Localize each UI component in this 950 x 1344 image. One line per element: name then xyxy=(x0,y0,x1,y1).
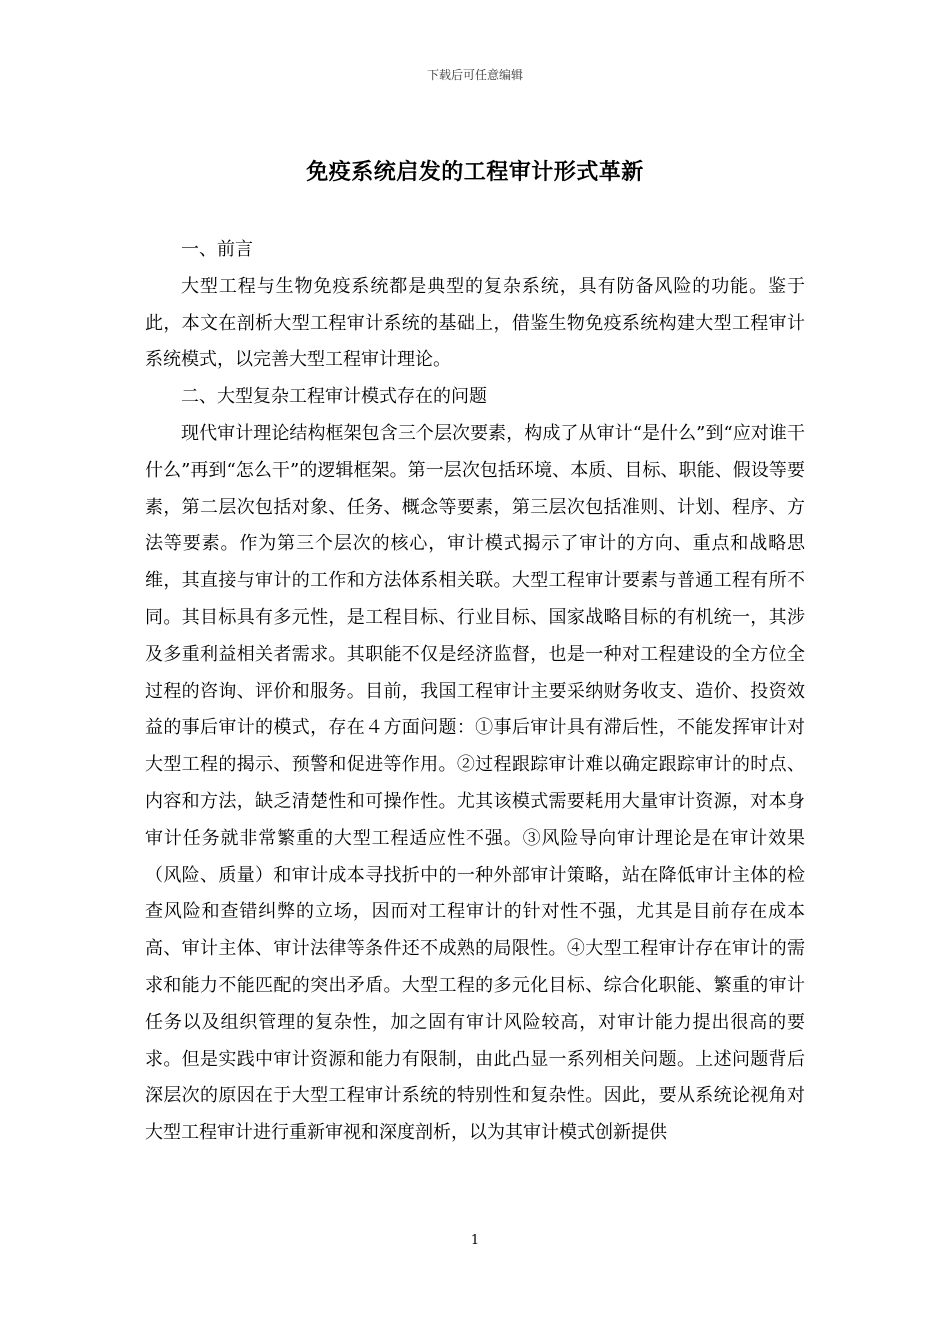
section-heading-intro: 一、前言 xyxy=(181,239,253,260)
paragraph-problems: 现代审计理论结构框架包含三个层次要素，构成了从审计“是什么”到“应对谁干什么”再到“怎么干”的逻辑框架。第一层次包括环境、本质、目标、职能、假设等要素，第二层次包括对象、任务、概念等要素，第三层次包括准则、计划、程序、方法等要素。作为第三个层次的核心，审计模式揭示了审计的方向、重点和战略思维，其直接与审计的工作和方法体系相关联。大型工程审计要素与普通工程有所不同。其目标具有多元性，是工程目标、行业目标、国家战略目标的有机统一，其涉及多重利益相关者需求。其职能不仅是经济监督，也是一种对工程建设的全方位全过程的咨询、评价和服务。目前，我国工程审计主要采纳财务收支、造价、投资效益的事后审计的模式，存在４方面问题：①事后审计具有滞后性，不能发挥审计对大型工程的揭示、预警和促进等作用。②过程跟踪审计难以确定跟踪审计的时点、内容和方法，缺乏清楚性和可操作性。尤其该模式需要耗用大量审计资源，对本身审计任务就非常繁重的大型工程适应性不强。③风险导向审计理论是在审计效果（风险、质量）和审计成本寻找折中的一种外部审计策略，站在降低审计主体的检查风险和查错纠弊的立场，因而对工程审计的针对性不强，尤其是目前存在成本高、审计主体、审计法律等条件还不成熟的局限性。④大型工程审计存在审计的需求和能力不能匹配的突出矛盾。大型工程的多元化目标、综合化职能、繁重的审计任务以及组织管理的复杂性，加之固有审计风险较高，对审计能力提出很高的要求。但是实践中审计资源和能力有限制，由此凸显一系列相关问题。上述问题背后深层次的原因在于大型工程审计系统的特别性和复杂性。因此，要从系统论视角对大型工程审计进行重新审视和深度剖析，以为其审计模式创新提供 xyxy=(145,422,805,1144)
paragraph-intro: 大型工程与生物免疫系统都是典型的复杂系统，具有防备风险的功能。鉴于此，本文在剖析大型工程审计系统的基础上，借鉴生物免疫系统构建大型工程审计系统模式，以完善大型工程审计理论。 xyxy=(145,275,805,371)
document-body xyxy=(145,232,805,1152)
page-header-note: 下载后可任意编辑 xyxy=(426,68,523,82)
page-number: 1 xyxy=(470,1233,480,1248)
section-heading-problems: 二、大型复杂工程审计模式存在的问题 xyxy=(181,386,487,408)
document-title: 免疫系统启发的工程审计形式革新 xyxy=(306,159,644,185)
